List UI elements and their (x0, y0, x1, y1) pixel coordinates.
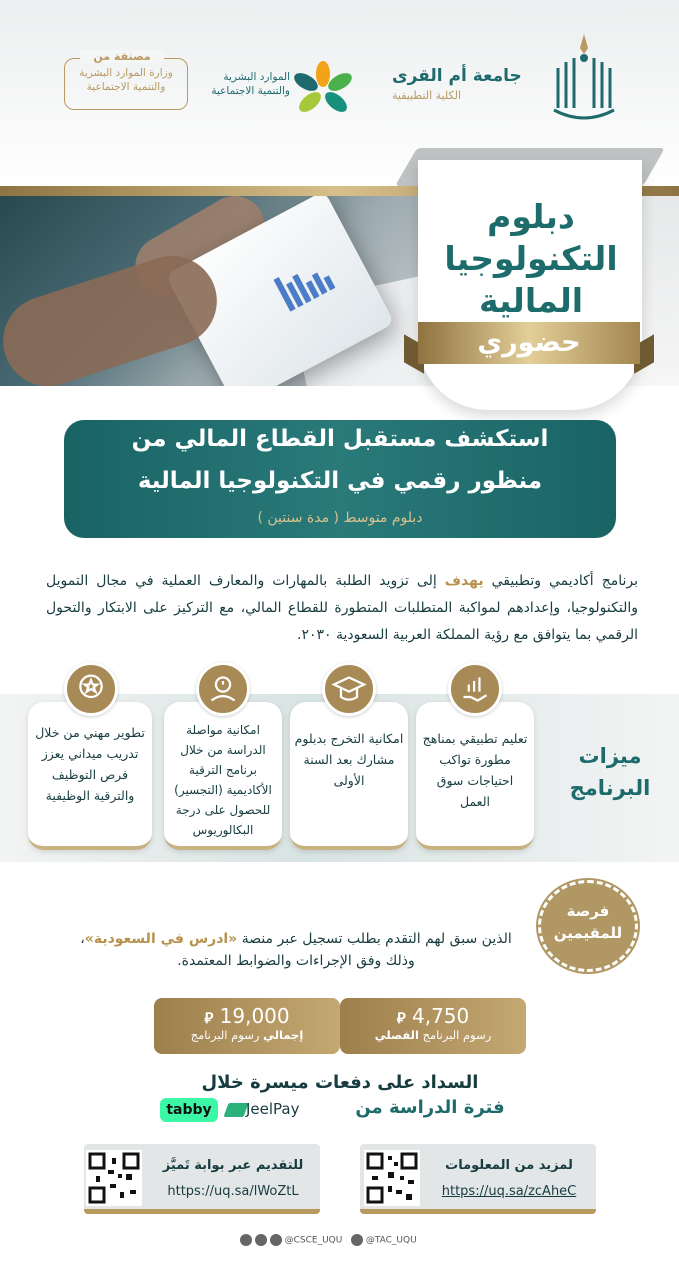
total-fee-value: 19,000 (219, 1004, 290, 1028)
qr-code-icon[interactable] (364, 1150, 420, 1206)
semester-fee-amount (340, 1004, 526, 1028)
total-fee-label-suffix: رسوم البرنامج (190, 1028, 260, 1042)
instagram-icon[interactable] (240, 1234, 252, 1246)
description-highlight: يهدف (444, 573, 484, 589)
apply-qr-title: للتقديم عبر بوابة تَميَّز (162, 1158, 304, 1173)
features-title-line: ميزات (578, 744, 642, 768)
semester-fee-value: 4,750 (412, 1004, 470, 1028)
feature-text: تعليم تطبيقي بمناهج مطورة تواكب احتياجات سوق العمل (422, 731, 528, 809)
program-title (426, 196, 636, 322)
x-icon[interactable] (351, 1234, 363, 1246)
program-title-line: التكنولوجيا (444, 239, 618, 278)
qr-code-icon[interactable] (86, 1150, 142, 1206)
program-description (46, 568, 638, 649)
graduation-icon (322, 662, 376, 716)
residents-badge-line: فرصة (566, 902, 610, 920)
program-title-line: المالية (478, 281, 584, 320)
info-link[interactable]: https://uq.sa/zcAheC (441, 1184, 577, 1199)
semester-fee-box (340, 998, 526, 1054)
total-fee-label-bold: إجمالي (263, 1028, 304, 1042)
residents-badge-text (538, 900, 638, 944)
youtube-icon[interactable] (270, 1234, 282, 1246)
footer-handle[interactable]: @TAC_UQU (365, 1235, 417, 1246)
features-title-line: البرنامج (569, 776, 651, 800)
jeelpay-name: JeelPay (246, 1100, 300, 1118)
footer-socials (240, 1234, 440, 1254)
program-title-line: دبلوم (487, 197, 575, 236)
total-fee-box (154, 998, 340, 1054)
residents-badge-line: للمقيمين (553, 924, 623, 942)
semester-fee-label-bold: الفصلي (374, 1028, 419, 1042)
feature-text: امكانية التخرج بدبلوم مشارك بعد السنة الأولى (294, 731, 404, 788)
feature-text: تطوير مهني من خلال تدريب ميداني يعزز فرص التوظيف والترقية الوظيفية (35, 725, 145, 803)
hrsd-logo-icon (292, 60, 354, 116)
explore-heading-line: منظور رقمي في التكنولوجيا المالية (137, 468, 543, 494)
classified-title: مصنفة من (80, 50, 164, 63)
residents-text-part: الذين سبق لهم التقدم بطلب تسجيل عبر منصة (241, 931, 512, 947)
features-title (548, 740, 672, 804)
hero-image (0, 196, 440, 386)
telegram-icon[interactable] (255, 1234, 267, 1246)
explore-subtitle: دبلوم متوسط ( مدة سنتين ) (257, 510, 423, 526)
hrsd-name: الموارد البشرية والتنمية الاجتماعية (211, 71, 290, 97)
uqu-name-block (392, 66, 542, 102)
explore-heading-line: استكشف مستقبل القطاع المالي من (131, 426, 549, 452)
semester-fee-label (340, 1028, 526, 1042)
total-fee-amount (154, 1004, 340, 1028)
apply-link[interactable]: https://uq.sa/lWoZtL (167, 1184, 299, 1199)
badge-icon (64, 662, 118, 716)
uqu-logo-icon (548, 28, 620, 120)
residents-text (66, 928, 526, 972)
growth-hand-icon (448, 662, 502, 716)
attendance-mode: حضوري (477, 327, 581, 358)
description-text: برنامج أكاديمي وتطبيقي (491, 573, 639, 589)
classified-body: وزارة الموارد البشرية والتنمية الاجتماعية (79, 67, 173, 93)
feature-text: امكانية مواصلة الدراسة من خلال برنامج الترقية الأكاديمية (التجسير) للحصول على درجة البكالوريوس (174, 723, 272, 837)
residents-platform: «ادرس في السعودية» (84, 931, 238, 947)
info-qr-title: لمزيد من المعلومات (445, 1158, 573, 1173)
uqu-college: الكلية التطبيقية (392, 89, 462, 102)
riyal-symbol-icon: ⃁ (204, 1009, 214, 1027)
uqu-name: جامعة أم القرى (392, 66, 522, 86)
payment-line: السداد على دفعات ميسرة خلال (201, 1072, 479, 1093)
semester-fee-label-prefix: رسوم البرنامج (422, 1028, 492, 1042)
pathway-icon (196, 662, 250, 716)
payment-line: فترة الدراسة من (355, 1097, 505, 1118)
description-text: إلى تزويد الطلبة بالمهارات والمعارف العملية في مجال التمويل والتكنولوجيا، وإعدادهم لمواكبة المتطلبات المتطورة للقطاع المالي، مع التركيز على الابتكار والتحول الرقمي بما يتوافق مع رؤية المملكة العربية السعودية ٢٠٣٠. (46, 573, 638, 643)
total-fee-label (154, 1028, 340, 1042)
riyal-symbol-icon: ⃁ (396, 1009, 406, 1027)
footer-handle[interactable]: @CSCE_UQU (284, 1235, 343, 1246)
tabby-logo: tabby (160, 1098, 218, 1122)
residents-text-part: ، وذلك وفق الإجراءات والضوابط المعتمدة. (80, 931, 415, 969)
hand-shape (0, 244, 229, 386)
